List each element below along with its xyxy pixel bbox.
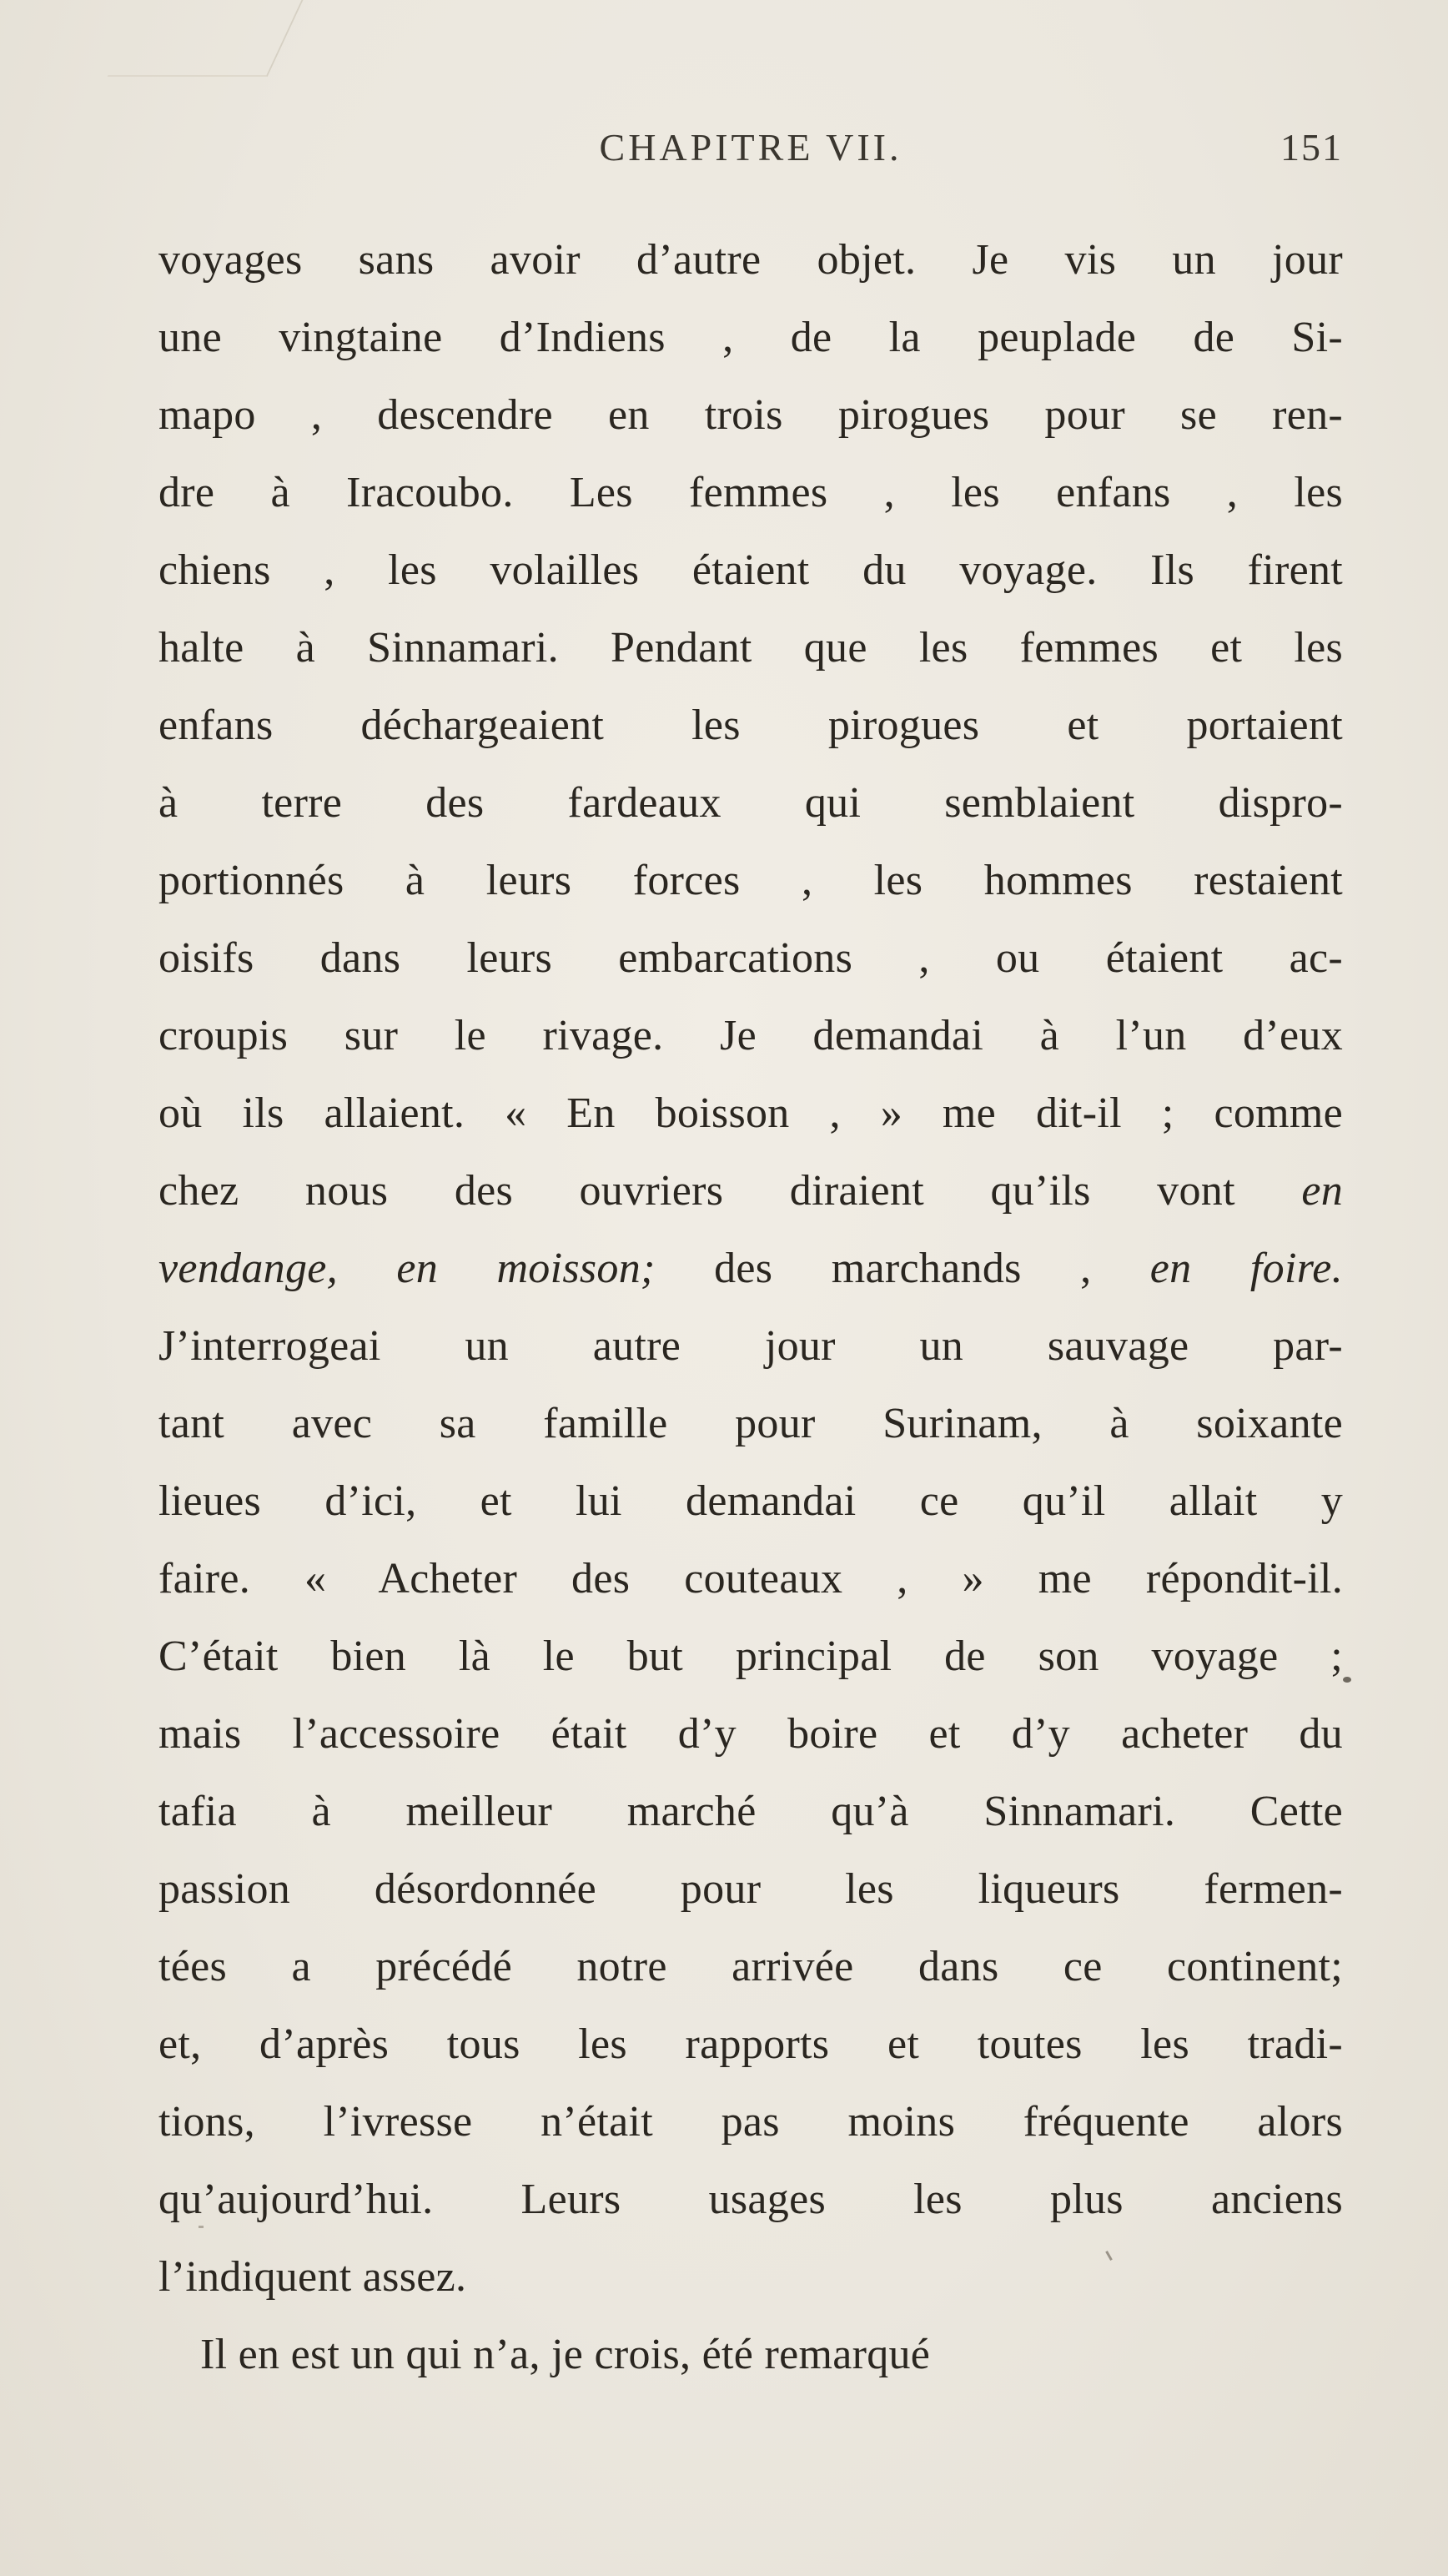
page-number: 151: [1280, 126, 1343, 169]
text-line: mapo , descendre en trois pirogues pour se ren-: [158, 391, 1343, 439]
paragraph-start-line: Il en est un qui n’a, je crois, été remarqué: [200, 2331, 931, 2378]
text-line: chiens , les volailles étaient du voyage. Ils firent: [158, 546, 1343, 594]
text-line: C’était bien là le but principal de son voyage ;: [158, 1633, 1343, 1680]
text-line: tafia à meilleur marché qu’à Sinnamari. Cette: [158, 1788, 1343, 1835]
text-segment: chez nous des ouvriers diraient qu’ils vont: [158, 1167, 1235, 1215]
italic-text: en foire.: [1149, 1245, 1343, 1292]
corner-stain: [108, 0, 304, 77]
running-title: CHAPITRE VII.: [599, 126, 902, 169]
text-line: à terre des fardeaux qui semblaient dispro-: [158, 779, 1343, 827]
body-text: [158, 221, 1343, 2393]
text-line: où ils allaient. « En boisson , » me dit-il ; comme: [158, 1089, 1343, 1137]
text-line: [158, 1230, 1343, 1307]
text-line: halte à Sinnamari. Pendant que les femmes et les: [158, 624, 1343, 672]
text-line: enfans déchargeaient les pirogues et portaient: [158, 702, 1343, 749]
italic-text: vendange, en moisson;: [158, 1245, 656, 1292]
text-line: tant avec sa famille pour Surinam, à soixante: [158, 1400, 1343, 1447]
text-line: faire. « Acheter des couteaux , » me répondit-il.: [158, 1555, 1343, 1602]
text-line: lieues d’ici, et lui demandai ce qu’il allait y: [158, 1477, 1343, 1525]
text-line: passion désordonnée pour les liqueurs fermen-: [158, 1865, 1343, 1913]
text-line: une vingtaine d’Indiens , de la peuplade de Si-: [158, 314, 1343, 361]
page-header: [158, 125, 1343, 192]
text-line: [158, 1152, 1343, 1230]
text-line: oisifs dans leurs embarcations , ou étaient ac-: [158, 934, 1343, 982]
text-line: tions, l’ivresse n’était pas moins fréquente alors: [158, 2098, 1343, 2146]
text-segment: des marchands ,: [714, 1245, 1092, 1292]
text-line: croupis sur le rivage. Je demandai à l’un d’eux: [158, 1012, 1343, 1059]
text-line: et, d’après tous les rapports et toutes les tradi-: [158, 2020, 1343, 2068]
text-line: voyages sans avoir d’autre objet. Je vis un jour: [158, 236, 1343, 284]
ink-speck: [199, 2226, 204, 2228]
text-line: tées a précédé notre arrivée dans ce continent;: [158, 1943, 1343, 1990]
text-line: dre à Iracoubo. Les femmes , les enfans , les: [158, 469, 1343, 516]
italic-text: en: [1301, 1167, 1343, 1215]
ink-speck: [1343, 1677, 1351, 1683]
text-line: J’interrogeai un autre jour un sauvage par-: [158, 1322, 1343, 1370]
text-line: portionnés à leurs forces , les hommes restaient: [158, 857, 1343, 904]
text-line: qu’aujourd’hui. Leurs usages les plus anciens: [158, 2176, 1343, 2223]
paragraph-end-line: l’indiquent assez.: [158, 2253, 467, 2301]
text-line: mais l’accessoire était d’y boire et d’y acheter du: [158, 1710, 1343, 1758]
